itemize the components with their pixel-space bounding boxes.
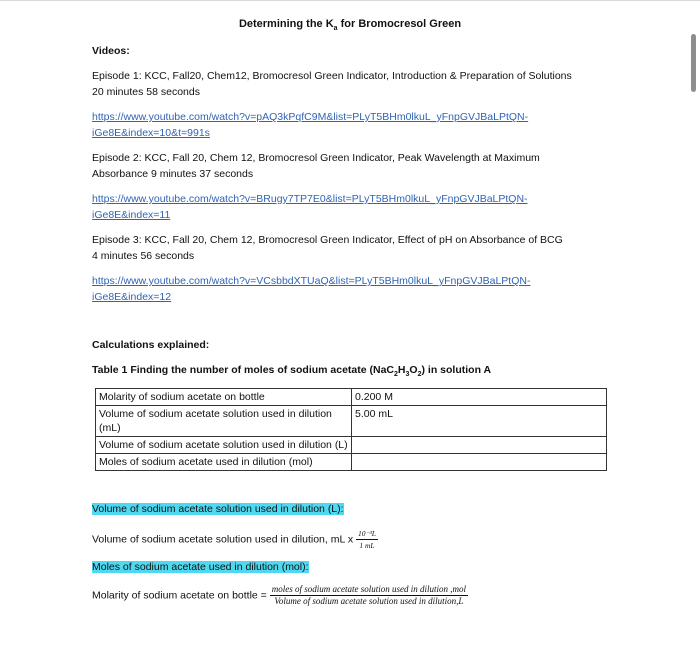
- table-cell-label: Volume of sodium acetate solution used in dilution (L): [96, 437, 352, 454]
- table-cell-label: Volume of sodium acetate solution used in dilution (mL): [96, 406, 352, 437]
- table-row: [96, 389, 607, 406]
- table-row: [96, 454, 607, 471]
- volume-formula: Volume of sodium acetate solution used in dilution, mL x $\frac{\text{10⁻³L}}{1 mL}$: [92, 529, 376, 550]
- top-divider: [0, 0, 700, 1]
- table-cell-value: 0.200 M: [352, 389, 607, 406]
- episode-2-link[interactable]: https://www.youtube.com/watch?v=BRugy7TP7E0&list=PLyT5BHm0lkuL_yFnpGVJBaLPtQN- iGe8E&index=11: [92, 193, 528, 221]
- volume-conversion-fraction: $\frac{\text{10⁻³L}}{1 mL}$: [358, 529, 376, 550]
- moles-table: [95, 388, 607, 471]
- volume-heading: Volume of sodium acetate solution used in dilution (L):: [92, 503, 344, 515]
- scrollbar-thumb[interactable]: [691, 34, 696, 92]
- episode-1-description: Episode 1: KCC, Fall20, Chem12, Bromocresol Green Indicator, Introduction & Preparation of Solutions 20 minutes 58 seconds: [92, 70, 572, 98]
- table-caption: Table 1 Finding the number of moles of sodium acetate $(NaC_2H_3O_2)$ in solution A: [92, 364, 492, 379]
- episode-3-link[interactable]: https://www.youtube.com/watch?v=VCsbbdXTUaQ&list=PLyT5BHm0lkuL_yFnpGVJBaLPtQN- iGe8E&index=12: [92, 275, 531, 303]
- molarity-fraction: $\frac{\text{moles of sodium acetate solution used in dilution ,mol}}{\text{Volume of sodium acetate solution used in dilution,L}}$: [271, 584, 466, 606]
- table-cell-value: [352, 454, 607, 471]
- table-row: [96, 406, 607, 437]
- episode-2-description: Episode 2: KCC, Fall 20, Chem 12, Bromocresol Green Indicator, Peak Wavelength at Maximum Absorbance 9 minutes 37 seconds: [92, 152, 540, 180]
- moles-heading: Moles of sodium acetate used in dilution (mol):: [92, 561, 309, 573]
- videos-heading: Videos:: [92, 45, 130, 57]
- page-title: Determining the $K_a$ for Bromocresol Green: [238, 18, 462, 33]
- table-cell-value: 5.00 mL: [352, 406, 607, 437]
- episode-3-description: Episode 3: KCC, Fall 20, Chem 12, Bromocresol Green Indicator, Effect of pH on Absorbance of BCG 4 minutes 56 seconds: [92, 234, 563, 262]
- moles-formula: Molarity of sodium acetate on bottle = $\frac{\text{moles of sodium acetate solution used in dilution ,mol}}{\text{Volume of sodium acetate solution used in dilution,L}}$: [92, 584, 466, 606]
- table-cell-label: Molarity of sodium acetate on bottle: [96, 389, 352, 406]
- table-cell-value: [352, 437, 607, 454]
- calculations-heading: Calculations explained:: [92, 339, 210, 351]
- table-row: [96, 437, 607, 454]
- table-cell-label: Moles of sodium acetate used in dilution (mol): [96, 454, 352, 471]
- episode-1-link[interactable]: https://www.youtube.com/watch?v=pAQ3kPqfC9M&list=PLyT5BHm0lkuL_yFnpGVJBaLPtQN- iGe8E&index=10&t=991s: [92, 111, 529, 139]
